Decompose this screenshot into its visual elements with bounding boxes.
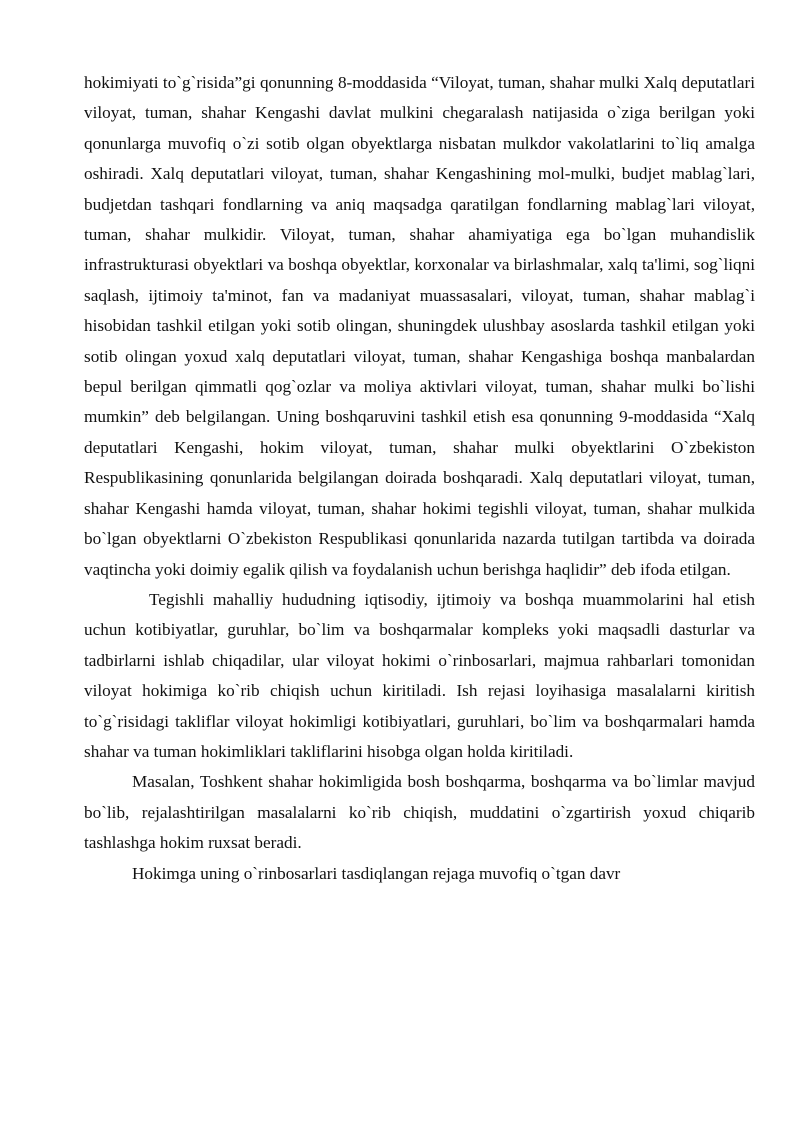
paragraph-property-law: hokimiyati to`g`risida”gi qonunning 8-moddasida “Viloyat, tuman, shahar mulki Xalq deputatlari viloyat, tuman, shahar Kengashi davlat mulkini chegaralash natijasida o`ziga berilgan yoki qonunlarga muvofiq o`zi sotib olgan obyektlarga nisbatan mulkdor vakolatlarini to`liq amalga oshiradi. Xalq deputatlari viloyat, tuman, shahar Kengashining mol-mulki, budjet mablag`lari, budjetdan tashqari fondlarning va aniq maqsadga qaratilgan fondlarning mablag`lari viloyat, tuman, shahar mulkidir. Viloyat, tuman, shahar ahamiyatiga ega bo`lgan muhandislik infrastrukturasi obyektlari va boshqa obyektlar, korxonalar va birlashmalar, xalq ta'limi, sog`liqni saqlash, ijtimoiy ta'minot, fan va madaniyat muassasalari, viloyat, tuman, shahar mablag`i hisobidan tashkil etilgan yoki sotib olingan, shuningdek ulushbay asoslarda tashkil etilgan yoki sotib olingan yoxud xalq deputatlari viloyat, tuman, shahar Kengashiga boshqa manbalardan bepul berilgan qimmatli qog`ozlar va moliya aktivlari viloyat, tuman, shahar mulki bo`lishi mumkin” deb belgilangan. Uning boshqaruvini tashkil etish esa qonunning 9-moddasida “Xalq deputatlari Kengashi, hokim viloyat, tuman, shahar mulki obyektlarini O`zbekiston Respublikasining qonunlarida belgilangan doirada boshqaradi. Xalq deputatlari viloyat, tuman, shahar Kengashi hamda viloyat, tuman, shahar hokimi tegishli viloyat, tuman, shahar mulkida bo`lgan obyektlarni O`zbekiston Respublikasi qonunlarida nazarda tutilgan tartibda va doirada vaqtincha yoki doimiy egalik qilish va foydalanish uchun berishga haqlidir” deb ifoda etilgan. bbox=[84, 73, 755, 579]
paragraph-local-problems: Tegishli mahalliy hududning iqtisodiy, ijtimoiy va boshqa muammolarini hal etish uchun kotibiyatlar, guruhlar, bo`lim va boshqarmalar kompleks yoki maqsadli dasturlar va tadbirlarni ishlab chiqadilar, ular viloyat hokimi o`rinbosarlari, majmua rahbarlari tomonidan viloyat hokimiga ko`rib chiqish uchun kiritiladi. Ish rejasi loyihasiga masalalarni kiritish to`g`risidagi takliflar viloyat hokimligi kotibiyatlari, guruhlari, bo`lim va boshqarmalari hamda shahar va tuman hokimliklari takliflarini hisobga olgan holda kiritiladi. bbox=[84, 589, 755, 761]
paragraph-deputies-report: Hokimga uning o`rinbosarlari tasdiqlangan rejaga muvofiq o`tgan davr bbox=[132, 863, 621, 883]
paragraph-tashkent-example: Masalan, Toshkent shahar hokimligida bosh boshqarma, boshqarma va bo`limlar mavjud bo`lib, rejalashtirilgan masalalarni ko`rib chiqish, muddatini o`zgartirish yoxud chiqarib tashlashga hokim ruxsat beradi. bbox=[84, 772, 755, 853]
document-page bbox=[84, 68, 755, 889]
